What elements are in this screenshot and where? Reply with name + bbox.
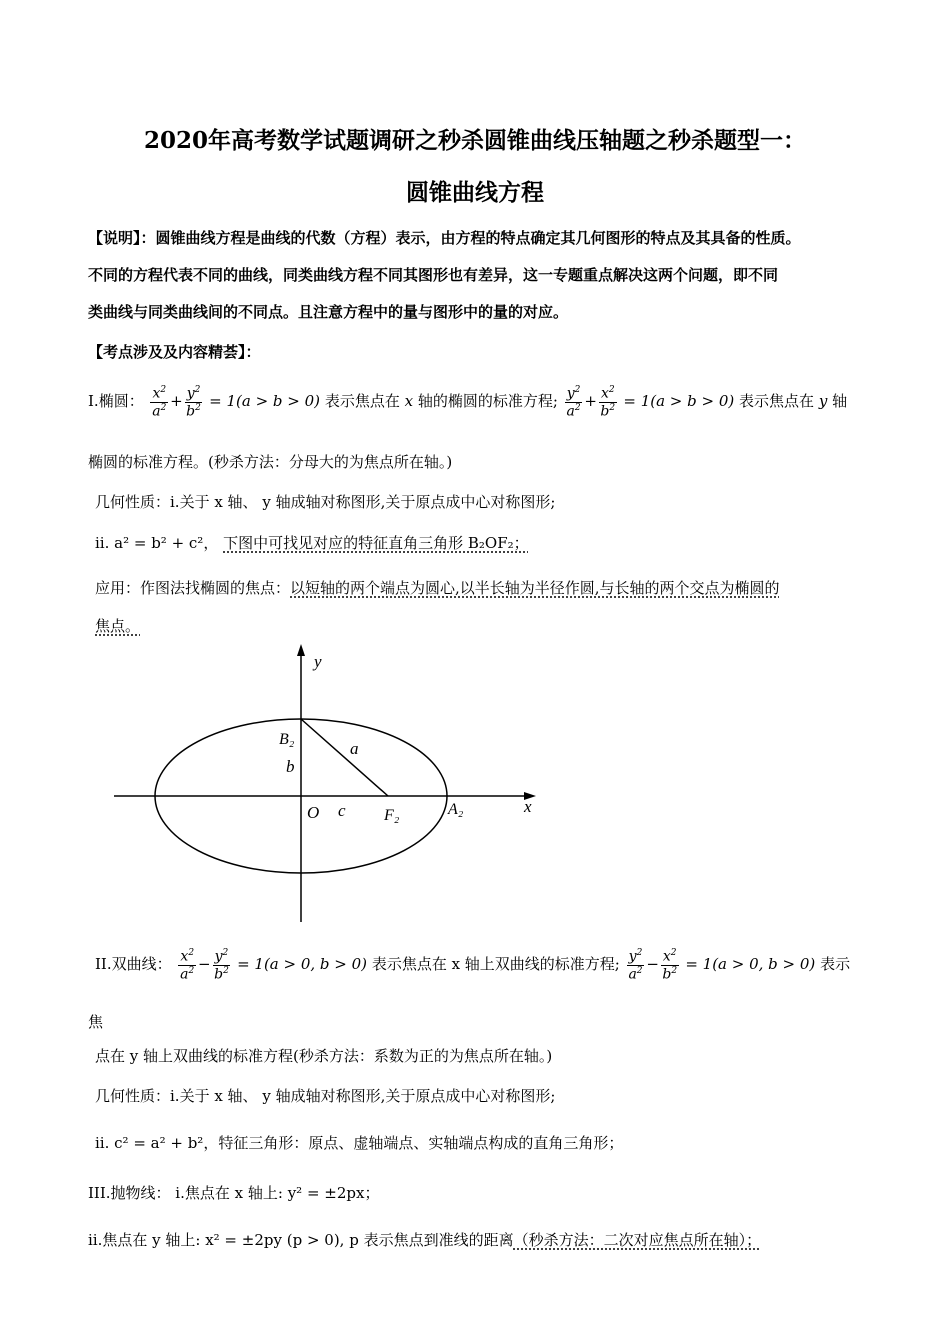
ellipse-app-1 bbox=[95, 577, 780, 598]
label-A2: A₂ bbox=[448, 801, 464, 818]
parabola-line-2b: （秒杀方法：二次对应焦点所在轴）； bbox=[513, 1231, 762, 1249]
hyperbola-desc-2: 表示 bbox=[820, 955, 851, 974]
fraction-x2-a2-h: $\frac{x^2}{a^2}$ bbox=[180, 948, 195, 983]
intro-p1: 【说明】：圆锥曲线方程是曲线的代数（方程）表示，由方程的特点确定其几何图形的特点及其具备的性质。 bbox=[88, 229, 801, 247]
fraction-y2-a2-h: $\frac{y^2}{a^2}$ bbox=[628, 948, 643, 983]
ellipse-desc-2b: 轴 bbox=[832, 392, 848, 411]
ellipse-axis-y: y bbox=[818, 392, 828, 411]
fraction-x2-b2-h: $\frac{x^2}{b^2}$ bbox=[662, 948, 678, 983]
hyperbola-label: II.双曲线： bbox=[95, 955, 172, 974]
hyperbola-desc-1: 表示焦点在 x 轴上双曲线的标准方程; bbox=[371, 955, 620, 974]
ellipse-geo-2a: ⅱ. a² = b² + c²， bbox=[95, 534, 219, 552]
ellipse-cond-1: = 1(a > b > 0) bbox=[209, 392, 321, 411]
title-line-2: 圆锥曲线方程 bbox=[406, 179, 544, 206]
ellipse-cont: 椭圆的标准方程。(秒杀方法：分母大的为焦点所在轴。) bbox=[88, 453, 453, 471]
hyperbola-jiao: 焦 bbox=[88, 1013, 104, 1031]
ellipse-app-1b: 以短轴的两个端点为圆心,以半长轴为半径作圆,与长轴的两个交点为椭圆的 bbox=[290, 579, 780, 597]
ellipse-axis-x: x bbox=[404, 392, 414, 411]
ellipse-geo-2 bbox=[95, 532, 529, 553]
ellipse-geo-1: 几何性质：ⅰ.关于 x 轴、 y 轴成轴对称图形,关于原点成中心对称图形; bbox=[95, 493, 556, 511]
label-b: b bbox=[286, 757, 295, 776]
ellipse-app-1a: 应用：作图法找椭圆的焦点： bbox=[95, 579, 291, 597]
ellipse-desc-2: 表示焦点在 bbox=[739, 392, 815, 411]
parabola-line-2a: ⅱ.焦点在 y 轴上: x² = ±2py (p > 0), p 表示焦点到准线的距离 bbox=[88, 1231, 514, 1249]
fraction-y2-b2-h: $\frac{y^2}{b^2}$ bbox=[214, 948, 229, 983]
ellipse-app-2: 焦点。 bbox=[95, 617, 141, 635]
ellipse-desc-1: 表示焦点在 bbox=[324, 392, 400, 411]
intro-p3: 类曲线与同类曲线间的不同点。且注意方程中的量与图形中的量的对应。 bbox=[88, 303, 569, 321]
hyperbola-cond-2: = 1(a > 0, b > 0) bbox=[685, 955, 816, 974]
y-axis-arrow bbox=[297, 644, 305, 656]
ellipse-figure bbox=[110, 642, 550, 924]
ellipse-cond-2: = 1(a > b > 0) bbox=[623, 392, 735, 411]
parabola-line-1: III.抛物线： ⅰ.焦点在 x 轴上: y² = ±2px； bbox=[88, 1184, 380, 1202]
fraction-x2-a2: $\frac{x^2}{a^2}$ bbox=[152, 385, 167, 420]
hyperbola-geo-1: 几何性质：ⅰ.关于 x 轴、 y 轴成轴对称图形,关于原点成中心对称图形; bbox=[95, 1087, 556, 1105]
label-c: c bbox=[338, 801, 346, 820]
hyperbola-geo-2: ⅱ. c² = a² + b²，特征三角形：原点、虚轴端点、实轴端点构成的直角三角形； bbox=[95, 1134, 624, 1152]
ellipse-equation-line: I.椭圆： $\frac{x^2}{a^2}$ + $\frac{y^2}{b^2}$ = 1(a > b > 0) 表示焦点在 x 轴的椭圆的标准方程; $\frac{y^2}{a^2}$ + $\frac{x^2}{b^2}$ = 1(a > b > 0) 表示焦点在 y 轴 bbox=[88, 385, 848, 420]
ellipse-desc-1b: 轴的椭圆的标准方程; bbox=[417, 392, 558, 411]
fraction-y2-b2: $\frac{y^2}{b^2}$ bbox=[186, 385, 201, 420]
label-O: O bbox=[307, 803, 320, 822]
hyperbola-cond-1: = 1(a > 0, b > 0) bbox=[237, 955, 368, 974]
hyperbola-cont: 点在 y 轴上双曲线的标准方程(秒杀方法：系数为正的为焦点所在轴。) bbox=[95, 1047, 553, 1065]
label-F2: F₂ bbox=[384, 807, 400, 824]
intro-p2: 不同的方程代表不同的曲线，同类曲线方程不同其图形也有差异，这一专题重点解决这两个问题，即不同 bbox=[88, 266, 779, 284]
label-B2: B₂ bbox=[279, 731, 295, 748]
segment-a bbox=[301, 719, 388, 796]
label-y: y bbox=[314, 652, 322, 671]
parabola-line-2 bbox=[88, 1229, 761, 1250]
title-line-1: 2020年高考数学试题调研之秒杀圆锥曲线压轴题之秒杀题型一： bbox=[143, 127, 806, 154]
fraction-y2-a2: $\frac{y^2}{a^2}$ bbox=[566, 385, 581, 420]
ellipse-label: I.椭圆： bbox=[88, 392, 144, 411]
label-x: x bbox=[524, 797, 532, 816]
fraction-x2-b2: $\frac{x^2}{b^2}$ bbox=[600, 385, 616, 420]
hyperbola-equation-line: II.双曲线： $\frac{x^2}{a^2}$ − $\frac{y^2}{b^2}$ = 1(a > 0, b > 0) 表示焦点在 x 轴上双曲线的标准方程; $\frac{y^2}{a^2}$ − $\frac{x^2}{b^2}$ = 1(a > 0, b > 0) 表示 bbox=[95, 948, 851, 983]
ellipse-geo-2b: 下图中可找见对应的特征直角三角形 B₂OF₂； bbox=[223, 534, 529, 552]
label-a: a bbox=[350, 739, 359, 758]
intro-p4: 【考点涉及及内容精荟】： bbox=[88, 343, 261, 361]
